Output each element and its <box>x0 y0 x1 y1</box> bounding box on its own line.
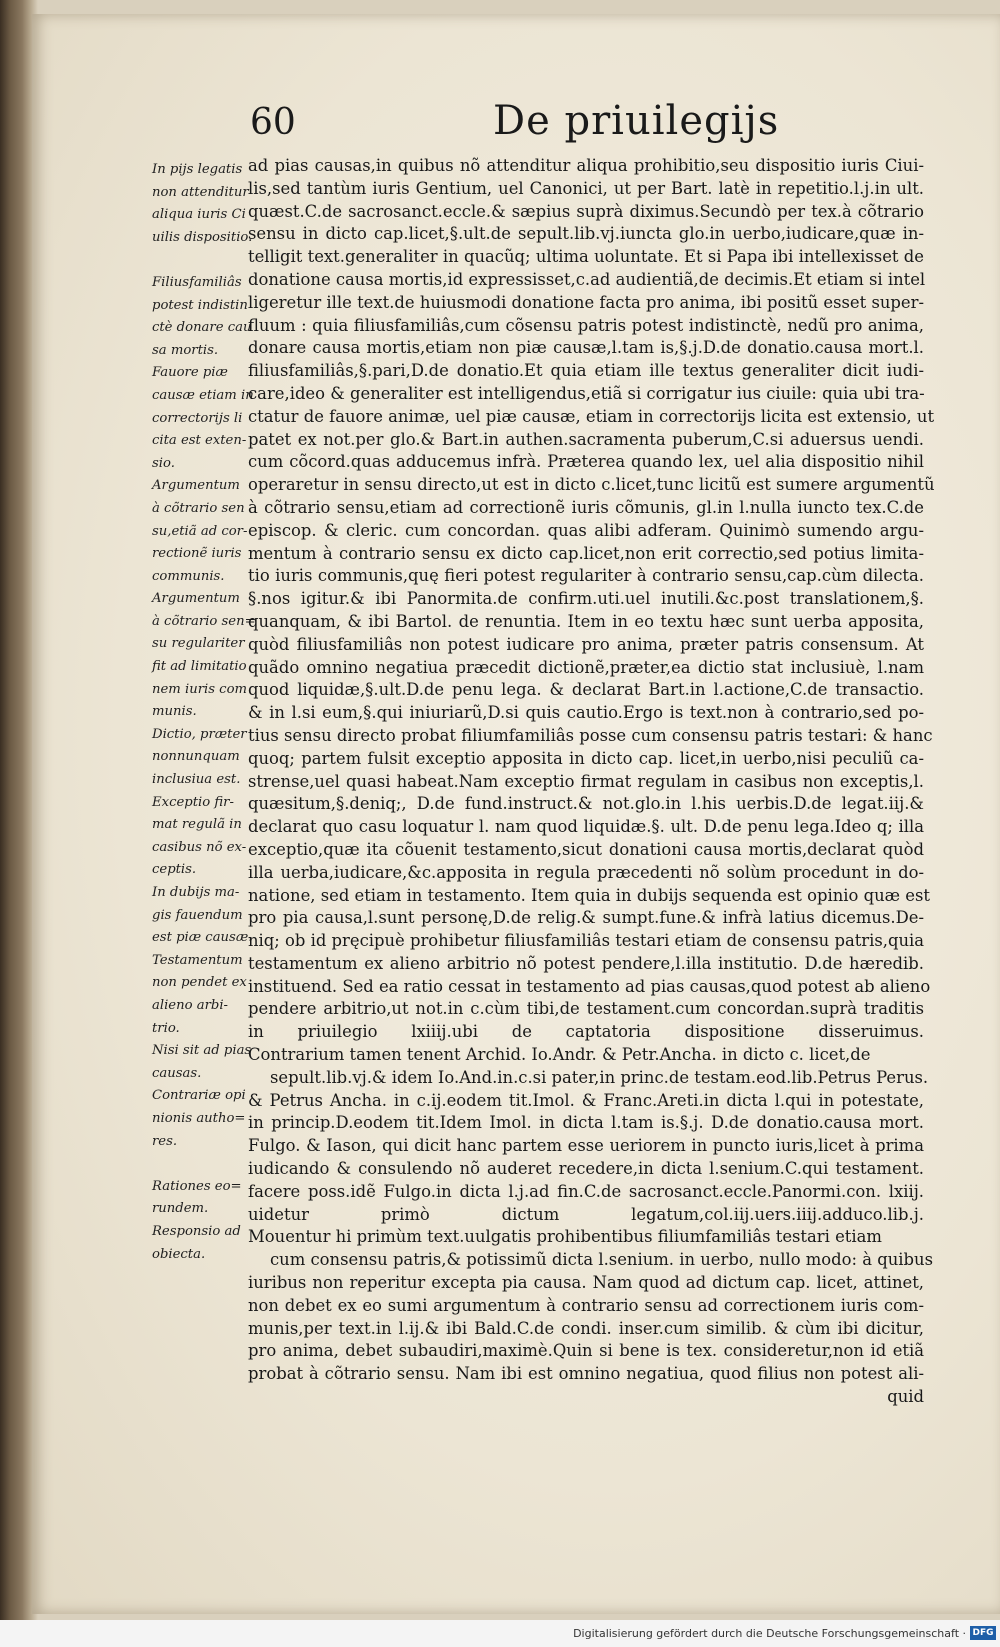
margin-note-line: Testamentum <box>152 952 243 968</box>
text-line: iudicando & consulendo nõ auderet recedere,in dicta l.senium.C.qui testament. <box>248 1159 924 1179</box>
margin-note-line: obiecta. <box>152 1246 206 1262</box>
margin-note-line: à cõtrario sen <box>152 500 245 516</box>
text-line: quòd filiusfamiliâs non potest iudicare pro anima, præter patris consensum. At <box>248 634 924 654</box>
text-line: & in l.si eum,§.qui iniuriarũ,D.si quis cautio.Ergo is text.non à contrario,sed po- <box>248 703 924 723</box>
text-line: mentum à contrario sensu ex dicto cap.licet,non erit correctio,sed potius limita- <box>248 543 924 563</box>
text-line: probat à cõtrario sensu. Nam ibi est omnino negatiua, quod filius non potest ali- <box>248 1364 924 1384</box>
text-line: à cõtrario sensu,etiam ad correctionẽ iuris cõmunis, gl.in l.nulla iuncto tex.C.de <box>248 497 924 517</box>
text-line: fluum : quia filiusfamiliâs,cum cõsensu patris potest indistinctè, nedũ pro anima, <box>248 315 924 335</box>
text-line: quid <box>887 1387 924 1407</box>
margin-note-line: Exceptio fir- <box>152 794 234 810</box>
main-text <box>248 155 935 1409</box>
margin-note-line: In pijs legatis <box>152 162 243 177</box>
margin-note-line: inclusiua est. <box>152 772 241 788</box>
text-line: tius sensu directo probat filiumfamiliâs posse cum consensu patris testari: & hanc <box>248 725 933 745</box>
text-line: & Petrus Ancha. in c.ij.eodem tit.Imol. & Franc.Areti.in dicta l.qui in potestate, <box>248 1090 924 1110</box>
dfg-logo: DFG <box>970 1626 996 1640</box>
text-line: instituend. Sed ea ratio cessat in testamento ad pias causas,quod potest ab alieno <box>248 976 931 996</box>
margin-note-line: ctè donare cau <box>152 320 252 336</box>
margin-note-line: correctorijs li <box>152 410 243 426</box>
text-line: quæsitum,§.deniq;, D.de fund.instruct.& not.glo.in l.his uerbis.D.de legat.iij.& <box>248 794 924 814</box>
margin-note-line: Dictio, præter <box>152 726 247 742</box>
margin-note-line: Fauore piæ <box>152 365 228 381</box>
margin-note-line: Argumentum <box>152 591 240 607</box>
text-line: munis,per text.in l.ij.& ibi Bald.C.de condi. inser.cum similib. & cùm ibi dicitur, <box>248 1318 924 1338</box>
margin-note-line: su,etiã ad cor- <box>152 523 248 539</box>
margin-notes <box>152 159 256 1266</box>
text-line: §.nos igitur.& ibi Panormita.de confirm.uti.uel inutili.&c.post translationem,§. <box>248 589 924 609</box>
margin-note-line: nem iuris com <box>152 681 248 697</box>
text-line: niq; ob id pręcipuè prohibetur filiusfamiliâs testari etiam de consensu patris,quia <box>248 931 925 951</box>
margin-note-line: Responsio ad <box>152 1223 241 1239</box>
margin-note-line: communis. <box>152 568 225 584</box>
margin-note-line: aliqua iuris Ci <box>152 207 246 223</box>
margin-note-line: cita est exten- <box>152 433 247 449</box>
text-line: donare causa mortis,etiam non piæ causæ,l.tam is,§.j.D.de donatio.causa mort.l. <box>248 338 924 358</box>
margin-note-line: causæ etiam in <box>152 387 254 403</box>
text-line: natione, sed etiam in testamento. Item quia in dubijs sequenda est opinio quæ est <box>248 885 930 905</box>
margin-note-line: sa mortis. <box>152 342 219 358</box>
margin-note-line <box>152 249 242 272</box>
footer-credit: Digitalisierung gefördert durch die Deutsche Forschungsgemeinschaft · <box>573 1627 966 1640</box>
margin-note-line: Filiusfamiliâs <box>152 274 242 290</box>
margin-note-line: fit ad limitatio <box>152 659 247 675</box>
text-line: ligeretur ille text.de huiusmodi donatione facta pro anima, ibi positũ esset super- <box>248 292 924 312</box>
margin-note-line: Contrariæ opi <box>152 1088 246 1104</box>
text-line: Fulgo. & Iason, qui dicit hanc partem esse ueriorem in puncto iuris,licet à prima <box>248 1136 924 1156</box>
text-line: declarat quo casu loquatur l. nam quod liquidæ.§. ult. D.de penu lega.Ideo q; illa <box>248 817 924 837</box>
text-line: cum consensu patris,& potissimũ dicta l.senium. in uerbo, nullo modo: à quibus <box>270 1250 934 1270</box>
margin-note-line: ceptis. <box>152 862 197 878</box>
running-head: De priuilegijs <box>493 98 780 144</box>
margin-note-line: trio. <box>152 1020 180 1036</box>
margin-note-line: mat regulã in <box>152 817 242 833</box>
text-line: exceptio,quæ ita cõuenit testamento,sicut donationi causa mortis,declarat quòd <box>248 839 924 859</box>
text-line: ctatur de fauore animæ, uel piæ causæ, etiam in correctorijs licita est extensio, ut <box>248 406 935 426</box>
margin-note-line: Argumentum <box>152 478 240 494</box>
margin-note-line <box>152 1153 242 1176</box>
text-line: tio iuris communis,quę fieri potest regulariter à contrario sensu,cap.cùm dilecta. <box>248 566 924 586</box>
footer-bar <box>0 1620 1000 1647</box>
text-line: donatione causa mortis,id expressisset,c.ad audientiã,de decimis.Et etiam si intel <box>248 269 926 289</box>
margin-note-line: rundem. <box>152 1201 209 1217</box>
margin-note-line: causas. <box>152 1065 202 1081</box>
margin-note-line: munis. <box>152 704 197 720</box>
margin-note-line: In dubijs ma- <box>152 885 240 900</box>
text-line: sensu in dicto cap.licet,§.ult.de sepult.lib.vj.iuncta glo.in uerbo,iudicare,quæ in- <box>248 224 924 244</box>
text-line: filiusfamiliâs,§.pari,D.de donatio.Et quia etiam ille textus generaliter dicit iudi- <box>248 361 924 381</box>
margin-note-line: sio. <box>152 455 175 471</box>
text-line: strense,uel quasi habeat.Nam exceptio firmat regulam in casibus non exceptis,l. <box>248 771 924 791</box>
margin-note-line: non attenditur <box>152 184 249 200</box>
text-line: in princip.D.eodem tit.Idem Imol. in dicta l.tam is.§.j. D.de donatio.causa mort. <box>248 1113 924 1133</box>
text-line: illa uerba,iudicare,&c.apposita in regula præcedenti nõ solùm procedunt in do- <box>248 862 924 882</box>
text-line: Mouentur hi primùm text.uulgatis prohibentibus filiumfamiliâs testari etiam <box>248 1227 882 1247</box>
margin-note-line: non pendet ex <box>152 975 247 991</box>
text-line: quæst.C.de sacrosanct.eccle.& sæpius suprà diximus.Secundò per tex.à cõtrario <box>248 201 924 221</box>
margin-note-line: à cõtrario sen= <box>152 613 256 629</box>
text-line: telligit text.generaliter in quacũq; ultima uoluntate. Et si Papa ibi intellexisset de <box>248 247 924 267</box>
text-line: episcop. & cleric. cum concordan. quas alibi adferam. Quinimò sumendo argu- <box>248 520 924 540</box>
text-line: testamentum ex alieno arbitrio nõ potest pendere,l.illa institutio. D.de hæredib. <box>248 953 924 973</box>
text-line: uidetur primò dictum legatum,col.iij.uers.iiij.adduco.lib.j. <box>248 1204 924 1224</box>
text-line: in priuilegio lxiiij.ubi de captatoria dispositione disseruimus. <box>248 1022 924 1042</box>
margin-note-line: Nisi sit ad pias <box>152 1043 252 1059</box>
text-line: quoq; partem fulsit exceptio apposita in dicto cap. licet,in uerbo,nisi peculiũ ca- <box>248 748 924 768</box>
page-number: 60 <box>250 102 296 143</box>
margin-note-line: rectionẽ iuris <box>152 546 242 562</box>
text-line: cum cõcord.quas adducemus infrà. Præterea quando lex, uel alia dispositio nihil <box>248 452 924 472</box>
margin-note-line: alieno arbi- <box>152 997 229 1013</box>
text-line: pro anima, debet subaudiri,maximè.Quin si bene is tex. consideretur,non id etiã <box>248 1341 924 1361</box>
margin-note-line: res. <box>152 1133 178 1149</box>
text-line: quãdo omnino negatiua præcedit dictionẽ,præter,ea dictio stat inclusiuè, l.nam <box>248 657 924 677</box>
margin-note-line: uilis dispositio. <box>152 229 253 245</box>
text-line: lis,sed tantùm iuris Gentium, uel Canonici, ut per Bart. latè in repetitio.l.j.in ult. <box>248 178 924 198</box>
text-line: quod liquidæ,§.ult.D.de penu lega. & declarat Bart.in l.actione,C.de transactio. <box>248 680 924 700</box>
text-line: pendere arbitrio,ut not.in c.cùm tibi,de testament.cum concordan.suprà traditis <box>248 999 924 1019</box>
text-line: operaretur in sensu directo,ut est in dicto c.licet,tunc licitũ est sumere argumentũ <box>248 475 935 495</box>
margin-note-line: nionis autho= <box>152 1110 246 1126</box>
margin-note-line: gis fauendum <box>152 907 243 923</box>
margin-note-line: casibus nõ ex- <box>152 839 247 855</box>
text-line: ad pias causas,in quibus nõ attenditur aliqua prohibitio,seu dispositio iuris Ciui- <box>248 156 924 175</box>
margin-note-line: est piæ causæ. <box>152 930 253 946</box>
text-line: quanquam, & ibi Bartol. de renuntia. Item in eo textu hæc sunt uerba apposita, <box>248 611 924 631</box>
text-line: Contrarium tamen tenent Archid. Io.Andr. & Petr.Ancha. in dicto c. licet,de <box>248 1045 871 1065</box>
text-line: patet ex not.per glo.& Bart.in authen.sacramenta puberum,C.si aduersus uendi. <box>248 429 924 449</box>
margin-note-line: potest indistin <box>152 297 248 313</box>
text-line: facere poss.idẽ Fulgo.in dicta l.j.ad fin.C.de sacrosanct.eccle.Panormi.con. lxiij. <box>248 1181 924 1201</box>
text-line: pro pia causa,l.sunt personę,D.de relig.& sumpt.fune.& infrà latius dicemus.De- <box>248 908 924 928</box>
text-line: non debet ex eo sumi argumentum à contrario sensu ad correctionem iuris com- <box>248 1295 924 1315</box>
text-line: care,ideo & generaliter est intelligendus,etiã si corrigatur ius ciuile: quia ubi tra- <box>248 383 925 403</box>
margin-note-line: Rationes eo= <box>152 1178 242 1194</box>
text-line: iuribus non reperitur excepta pia causa. Nam quod ad dictum cap. licet, attinet, <box>248 1273 924 1293</box>
margin-note-line: nonnunquam <box>152 749 240 765</box>
text-line: sepult.lib.vj.& idem Io.And.in.c.si pater,in princ.de testam.eod.lib.Petrus Perus. <box>270 1067 929 1087</box>
margin-note-line: su regulariter <box>152 636 245 652</box>
